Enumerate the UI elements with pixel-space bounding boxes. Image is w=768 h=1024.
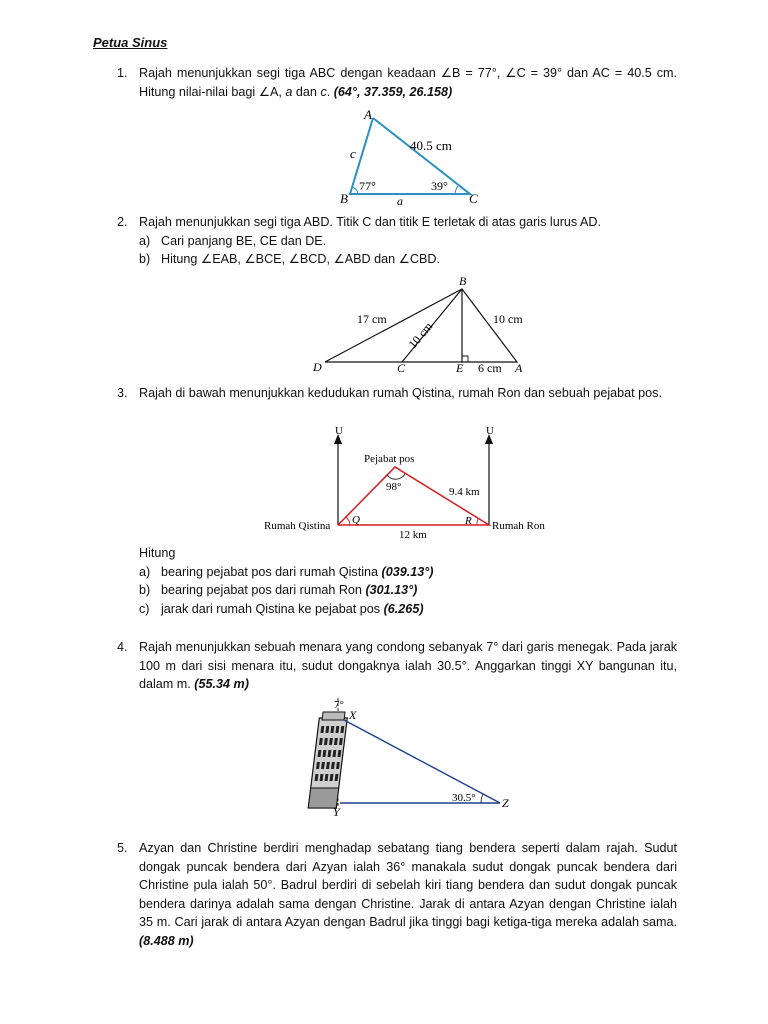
- qistina-label: Rumah Qistina: [264, 520, 331, 532]
- question-text: Rajah di bawah menunjukkan kedudukan rumah Qistina, rumah Ron dan sebuah pejabat pos.: [139, 386, 662, 400]
- vertex-e-label: E: [456, 361, 464, 375]
- tower-drawing: [308, 712, 348, 808]
- vertex-b-label: B: [340, 191, 348, 206]
- sub-question-b: b) Hitung ∠EAB, ∠BCE, ∠BCD, ∠ABD dan ∠CBD.: [139, 252, 441, 267]
- side-ac-label: 40.5 cm: [410, 138, 452, 153]
- angle-r-arc: [477, 519, 478, 525]
- angle-r-label: R: [465, 515, 472, 527]
- angle-q-arc: [346, 517, 350, 525]
- triangle-abc-figure: [330, 108, 500, 208]
- question-number: 1.: [117, 66, 128, 80]
- angle-post-label: 98°: [386, 481, 402, 493]
- question-text: Rajah menunjukkan segi tiga ABD. Titik C dan titik E terletak di atas garis lurus AD.: [139, 215, 601, 229]
- angle-post-arc: [387, 474, 405, 479]
- ron-label: Rumah Ron: [492, 520, 545, 532]
- north-label-left: U: [335, 425, 343, 437]
- hitung-label: Hitung: [139, 546, 176, 560]
- sub-question-a: a) bearing pejabat pos dari rumah Qistina (039.13°): [139, 564, 434, 579]
- vertex-a-label: A: [364, 108, 372, 122]
- north-label-right: U: [486, 425, 494, 437]
- page-title: Petua Sinus: [93, 35, 168, 50]
- vertex-y-label: Y: [333, 805, 340, 816]
- lean-angle-label: 7°: [334, 699, 344, 711]
- base-label: 12 km: [399, 529, 427, 541]
- vertex-d-label: D: [313, 360, 322, 374]
- question-text: Rajah menunjukkan segi tiga ABC dengan keadaan ∠B = 77°, ∠C = 39° dan AC = 40.5 cm. Hitung nilai-nilai bagi ∠A, a dan c. (64°, 37.359, 26.158): [139, 66, 677, 99]
- angle-c-arc: [455, 186, 458, 194]
- line-bc: [402, 289, 462, 362]
- vertex-x-label: X: [349, 708, 357, 722]
- question-2: 2. Rajah menunjukkan segi tiga ABD. Titik C dan titik E terletak di atas garis lurus AD. a) Cari panjang BE, CE dan DE. b) Hitung ∠EAB, ∠BCE, ∠BCD, ∠ABD dan ∠CBD.: [117, 213, 677, 269]
- angle-z-arc: [481, 794, 483, 803]
- question-text: Rajah menunjukkan sebuah menara yang condong sebanyak 7° dari garis menegak. Pada jarak 100 m dari sisi menara itu, sudut dongaknya ialah 30.5°. Anggarkan tinggi XY bangunan itu, dalam m.: [139, 640, 677, 692]
- vertex-c-label: C: [397, 361, 406, 375]
- angle-q-label: Q: [352, 514, 360, 526]
- question-1: [117, 64, 677, 101]
- sub-question-c: c) jarak dari rumah Qistina ke pejabat pos (6.265): [139, 601, 424, 616]
- sub-question-b: b) bearing pejabat pos dari rumah Ron (301.13°): [139, 583, 418, 598]
- side-a-label: a: [397, 194, 403, 208]
- side-bd-label: 17 cm: [357, 312, 387, 326]
- triangle-abd-figure: [305, 272, 535, 377]
- sub-question-a: a) Cari panjang BE, CE dan DE.: [139, 233, 327, 248]
- side-bc-label: 10 cm: [405, 319, 436, 352]
- leaning-tower-figure: [300, 696, 520, 816]
- side-ea-label: 6 cm: [478, 361, 502, 375]
- vertex-z-label: Z: [502, 796, 509, 810]
- bearing-figure: [262, 420, 552, 545]
- question-3-parts: [117, 544, 677, 618]
- answer: (64°, 37.359, 26.158): [333, 84, 453, 99]
- question-5: 5. Azyan dan Christine berdiri menghadap sebatang tiang bendera seperti dalam rajah. Sudut dongak puncak bendera dari Azyan ialah 36° manakala sudut dongak puncak bendera dari Christine pula ialah 50°. Badrul berdiri di sebelah kiri tiang bendera dan sudut dongak puncak bendera darinya adalah sama dengan Christine. Jarak di antara Azyan dengan Christine ialah 35 m. Cari jarak di antara Azyan dengan Badrul jika tinggi bagi ketiga-tiga mereka adalah sama. (8.488 m): [117, 841, 677, 948]
- angle-z-label: 30.5°: [452, 792, 476, 804]
- question-text: Azyan dan Christine berdiri menghadap sebatang tiang bendera seperti dalam rajah. Sudut dongak puncak bendera dari Azyan ialah 36° manakala sudut dongak puncak bendera dari Christine pula ialah 50°. Badrul berdiri di sebelah kiri tiang bendera dan sudut dongak puncak bendera darinya adalah sama dengan Christine. Jarak di antara Azyan dengan Christine ialah 35 m. Cari jarak di antara Azyan dengan Badrul jika tinggi bagi ketiga-tiga mereka adalah sama.: [139, 841, 677, 930]
- angle-b-arc: [352, 187, 358, 194]
- answer: (55.34 m): [194, 677, 249, 692]
- angle-c-label: 39°: [431, 179, 448, 193]
- vertex-c-label: C: [469, 191, 478, 206]
- side-ba-label: 10 cm: [493, 312, 523, 326]
- vertex-b-label: B: [459, 274, 467, 288]
- post-office-label: Pejabat pos: [364, 453, 415, 465]
- angle-b-label: 77°: [359, 179, 376, 193]
- question-4: 4. Rajah menunjukkan sebuah menara yang condong sebanyak 7° dari garis menegak. Pada jarak 100 m dari sisi menara itu, sudut dongaknya ialah 30.5°. Anggarkan tinggi XY bangunan itu, dalam m. (55.34 m): [117, 640, 677, 692]
- answer: (8.488 m): [139, 933, 194, 948]
- vertex-a-label: A: [515, 361, 523, 375]
- line-xz: [344, 720, 500, 803]
- question-3: 3. Rajah di bawah menunjukkan kedudukan rumah Qistina, rumah Ron dan sebuah pejabat pos.: [117, 384, 677, 403]
- side-c-label: c: [350, 146, 356, 161]
- side-right-label: 9.4 km: [449, 486, 480, 498]
